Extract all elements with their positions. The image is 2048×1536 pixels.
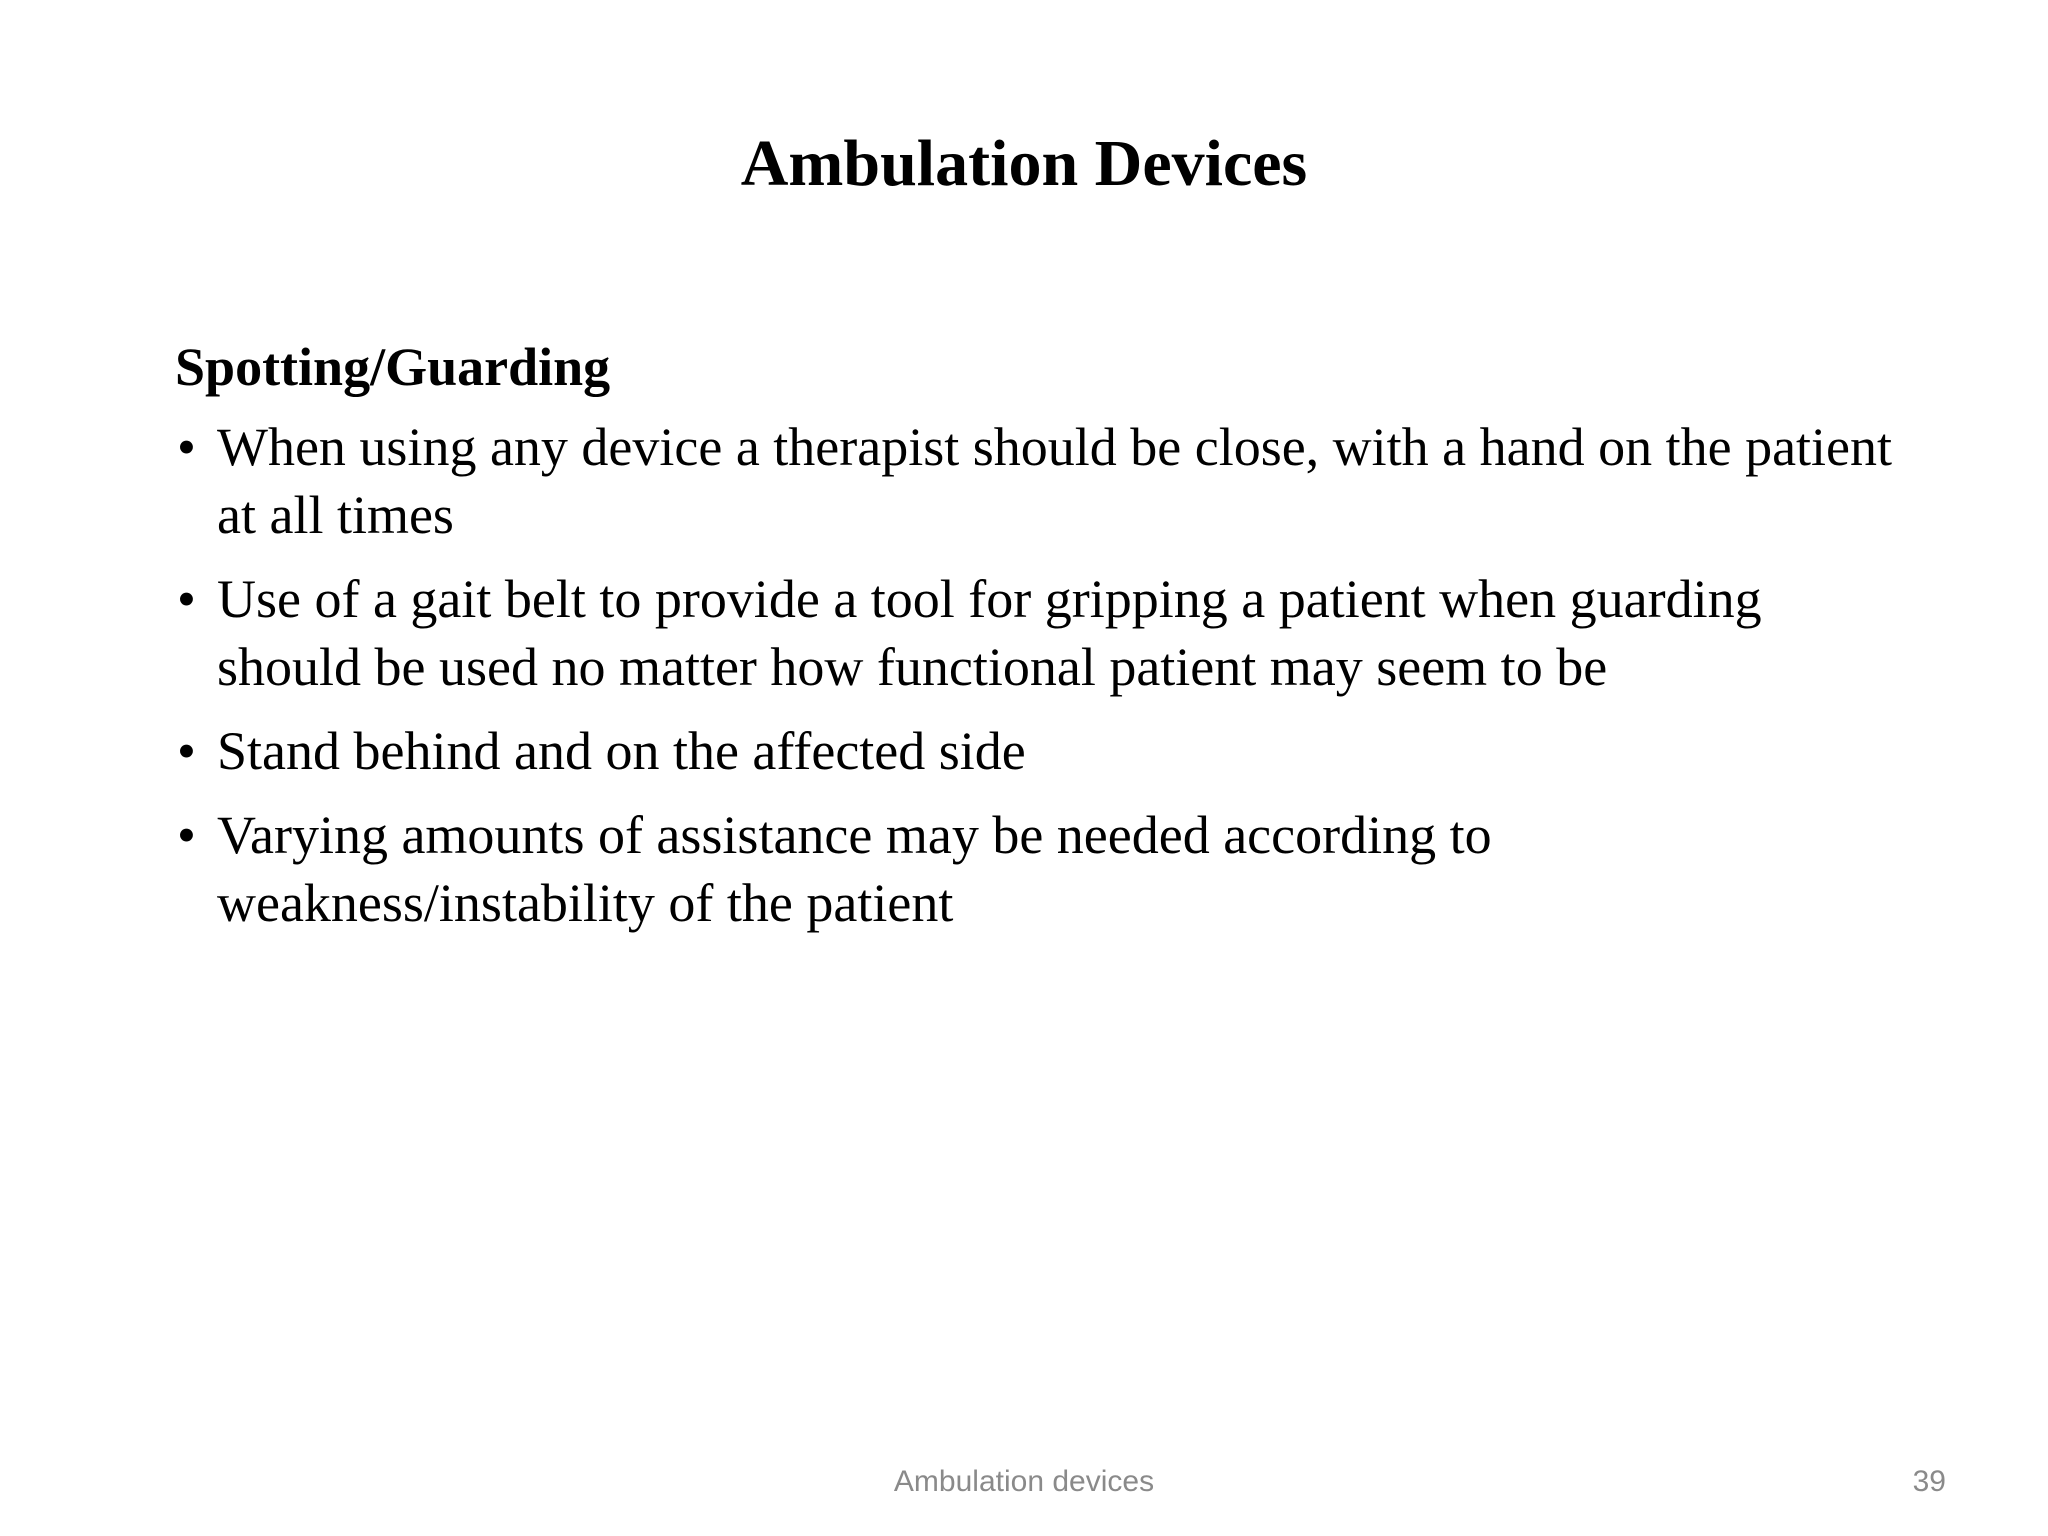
- bullet-list: [175, 413, 1895, 937]
- bullet-text: Stand behind and on the affected side: [217, 721, 1026, 781]
- slide-body: [175, 333, 1895, 953]
- section-subheading: Spotting/Guarding: [175, 337, 611, 397]
- bullet-item: [175, 717, 1895, 785]
- bullet-icon: •: [177, 805, 196, 865]
- bullet-text: Use of a gait belt to provide a tool for gripping a patient when guarding should be used no matter how functional patient may seem to be: [217, 569, 1762, 697]
- footer-text: Ambulation devices: [893, 1465, 1155, 1498]
- slide-number: 39: [1912, 1465, 1946, 1498]
- bullet-item: [175, 413, 1895, 549]
- bullet-icon: •: [177, 721, 196, 781]
- slide-title: Ambulation Devices: [740, 127, 1308, 200]
- bullet-icon: •: [177, 417, 196, 477]
- bullet-item: [175, 801, 1895, 937]
- bullet-item: [175, 565, 1895, 701]
- bullet-text: Varying amounts of assistance may be needed according to weakness/instability of the patient: [217, 805, 1492, 933]
- bullet-text: When using any device a therapist should be close, with a hand on the patient at all times: [217, 417, 1893, 545]
- bullet-icon: •: [177, 569, 196, 629]
